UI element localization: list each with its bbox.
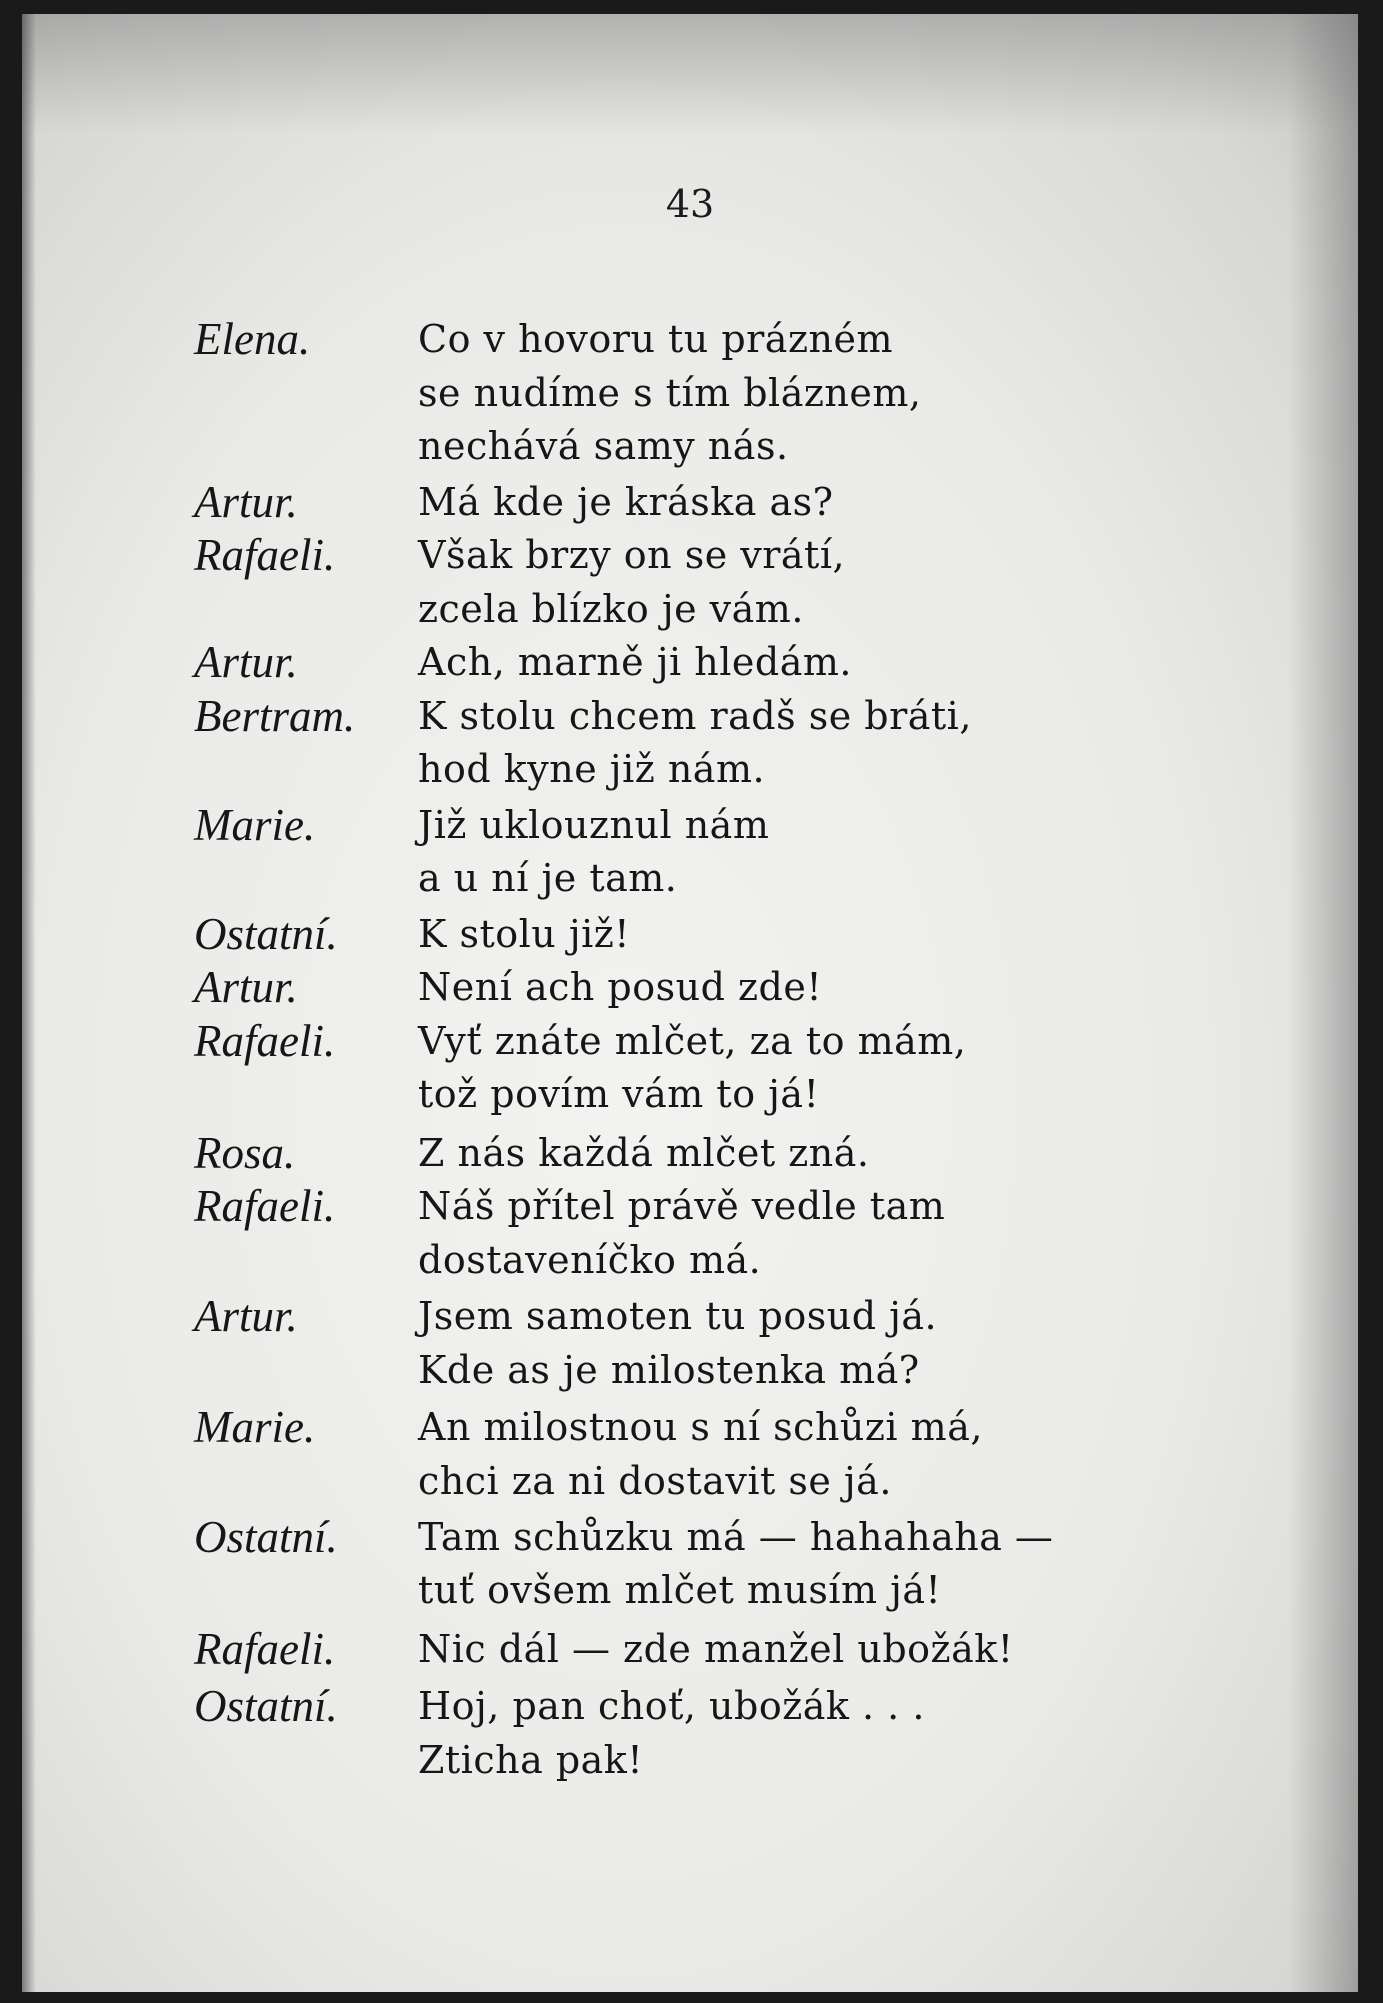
dialogue-line	[22, 635, 1358, 689]
dialogue-line	[22, 1563, 1358, 1617]
dialogue-line	[22, 1679, 1358, 1733]
line-text: Kde as je milostenka má?	[418, 1348, 920, 1392]
line-text: tuť ovšem mlčet musím já!	[418, 1568, 942, 1612]
dialogue-line	[22, 742, 1358, 796]
speaker-name: Artur.	[194, 962, 298, 1012]
dialogue-line	[22, 1126, 1358, 1180]
speaker-name: Artur.	[194, 477, 298, 527]
line-text: An milostnou s ní schůzi má,	[418, 1405, 983, 1449]
line-text: Co v hovoru tu prázném	[418, 317, 893, 361]
dialogue-line	[22, 851, 1358, 905]
line-text: hod kyne již nám.	[418, 747, 766, 791]
dialogue-line	[22, 1510, 1358, 1564]
dialogue-line	[22, 1454, 1358, 1508]
speaker-name: Rafaeli.	[194, 1624, 336, 1674]
line-text: se nudíme s tím bláznem,	[418, 371, 922, 415]
dialogue-line	[22, 1343, 1358, 1397]
dialogue-line	[22, 907, 1358, 961]
line-text: Náš přítel právě vedle tam	[418, 1184, 946, 1228]
speaker-name: Rafaeli.	[194, 1181, 336, 1231]
dialogue-line	[22, 1622, 1358, 1676]
speaker-name: Artur.	[194, 1291, 298, 1341]
dialogue-line	[22, 1400, 1358, 1454]
dialogue-line	[22, 960, 1358, 1014]
dialogue-line	[22, 419, 1358, 473]
line-text: Však brzy on se vrátí,	[418, 533, 846, 577]
line-text: Jsem samoten tu posud já.	[418, 1294, 938, 1338]
dialogue-line	[22, 1289, 1358, 1343]
line-text: Není ach posud zde!	[418, 965, 823, 1009]
line-text: Z nás každá mlčet zná.	[418, 1131, 870, 1175]
speaker-name: Rosa.	[194, 1128, 296, 1178]
line-text: K stolu již!	[418, 912, 631, 956]
dialogue-line	[22, 1067, 1358, 1121]
line-text: Zticha pak!	[418, 1738, 644, 1782]
speaker-name: Bertram.	[194, 691, 356, 741]
line-text: a u ní je tam.	[418, 856, 678, 900]
speaker-name: Artur.	[194, 637, 298, 687]
dialogue-line	[22, 582, 1358, 636]
speaker-name: Ostatní.	[194, 909, 338, 959]
line-text: K stolu chcem radš se bráti,	[418, 694, 972, 738]
line-text: Nic dál — zde manžel ubožák!	[418, 1627, 1014, 1671]
dialogue-line	[22, 1733, 1358, 1787]
line-text: Hoj, pan choť, ubožák . . .	[418, 1684, 925, 1728]
line-text: Tam schůzku má — hahahaha —	[418, 1515, 1054, 1559]
book-page	[22, 14, 1358, 1992]
dialogue-lines	[22, 14, 1358, 1992]
line-text: Již uklouznul nám	[418, 803, 770, 847]
dialogue-line	[22, 798, 1358, 852]
dialogue-line	[22, 312, 1358, 366]
line-text: dostaveníčko má.	[418, 1238, 762, 1282]
dialogue-line	[22, 689, 1358, 743]
line-text: Ach, marně ji hledám.	[418, 640, 852, 684]
page-number: 43	[665, 182, 715, 226]
dialogue-line	[22, 475, 1358, 529]
dialogue-line	[22, 1179, 1358, 1233]
dialogue-line	[22, 366, 1358, 420]
speaker-name: Marie.	[194, 800, 316, 850]
line-text: nechává samy nás.	[418, 424, 789, 468]
speaker-name: Ostatní.	[194, 1681, 338, 1731]
line-text: tož povím vám to já!	[418, 1072, 820, 1116]
line-text: Má kde je kráska as?	[418, 480, 834, 524]
speaker-name: Rafaeli.	[194, 530, 336, 580]
dialogue-line	[22, 528, 1358, 582]
speaker-name: Marie.	[194, 1402, 316, 1452]
speaker-name: Elena.	[194, 314, 311, 364]
line-text: zcela blízko je vám.	[418, 587, 804, 631]
line-text: Vyť znáte mlčet, za to mám,	[418, 1019, 967, 1063]
dialogue-line	[22, 1014, 1358, 1068]
speaker-name: Ostatní.	[194, 1512, 338, 1562]
dialogue-line	[22, 1233, 1358, 1287]
speaker-name: Rafaeli.	[194, 1016, 336, 1066]
line-text: chci za ni dostavit se já.	[418, 1459, 892, 1503]
